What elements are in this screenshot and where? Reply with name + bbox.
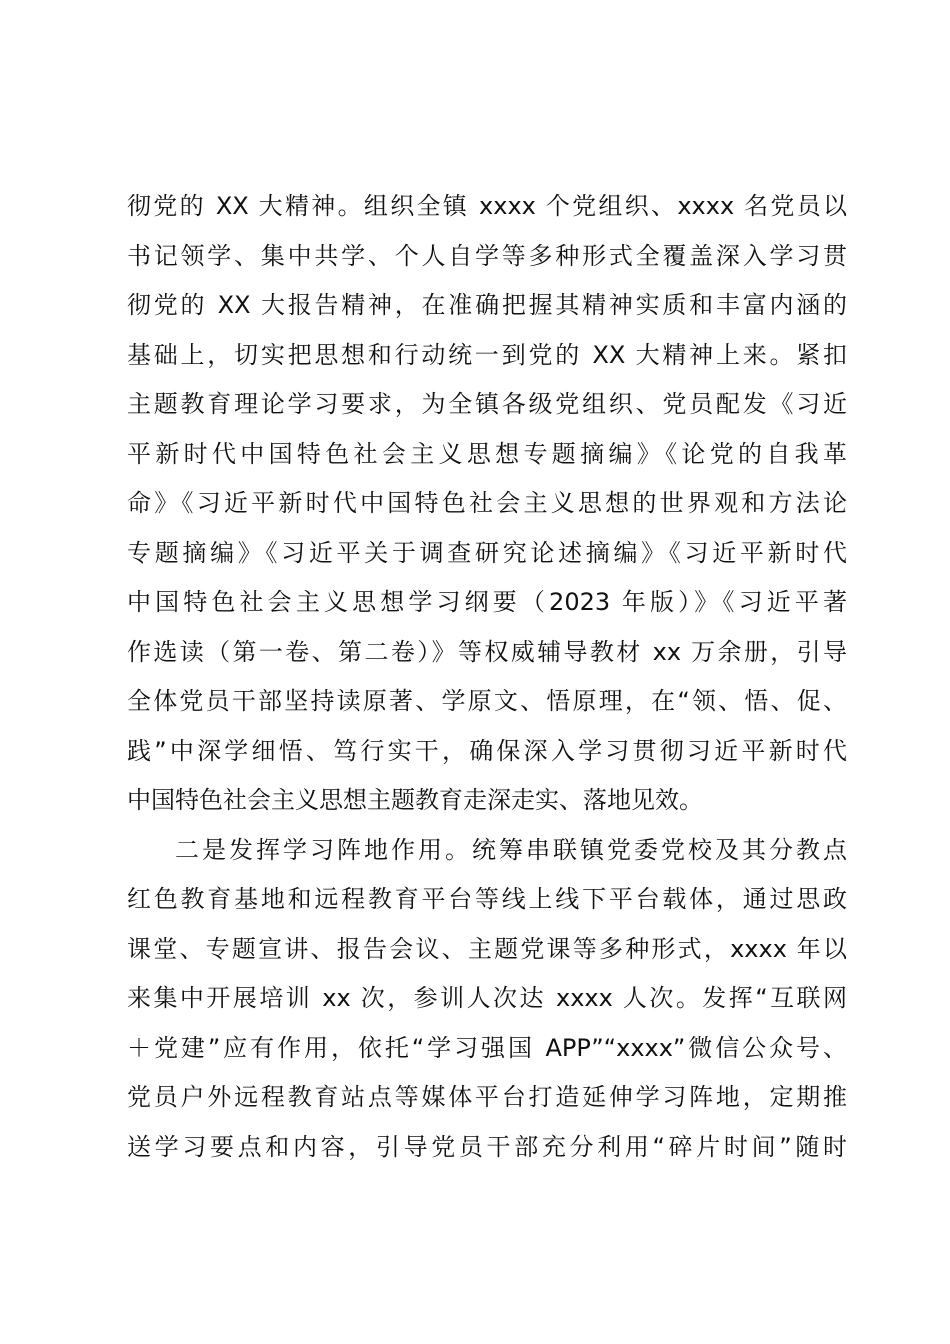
text-line: 全体党员干部坚持读原著、学原文、悟原理，在“领、悟、促、 [127, 687, 847, 715]
text-line: 红色教育基地和远程教育平台等线上线下平台载体，通过思政 [127, 885, 847, 913]
text-line: ＋党建”应有作用，依托“学习强国 APP”“xxxx”微信公众号、 [127, 1033, 847, 1062]
body-text [127, 182, 847, 1172]
paragraph-first-line: 二是发挥学习阵地作用。统筹串联镇党委党校及其分教点 [175, 835, 847, 864]
text-line: 主题教育理论学习要求，为全镇各级党组织、党员配发《习近 [127, 390, 847, 418]
text-line: 彻党的 XX 大报告精神，在准确把握其精神实质和丰富内涵的 [127, 291, 847, 319]
text-line: 践”中深学细悟、笃行实干，确保深入学习贯彻习近平新时代 [127, 736, 847, 765]
text-line: 命》《习近平新时代中国特色社会主义思想的世界观和方法论 [127, 489, 847, 517]
text-line: 送学习要点和内容，引导党员干部充分利用“碎片时间”随时 [127, 1132, 847, 1161]
text-line: 课堂、专题宣讲、报告会议、主题党课等多种形式，xxxx 年以 [127, 934, 847, 963]
text-line: 作选读（第一卷、第二卷）》等权威辅导教材 xx 万余册，引导 [127, 637, 847, 666]
text-line: 书记领学、集中共学、个人自学等多种形式全覆盖深入学习贯 [127, 241, 847, 270]
text-line: 专题摘编》《习近平关于调查研究论述摘编》《习近平新时代 [127, 538, 847, 567]
text-line: 中国特色社会主义思想学习纲要（2023 年版）》《习近平著 [127, 588, 847, 616]
text-line: 来集中开展培训 xx 次，参训人次达 xxxx 人次。发挥“互联网 [127, 984, 847, 1012]
text-line: 党员户外远程教育站点等媒体平台打造延伸学习阵地，定期推 [127, 1083, 847, 1111]
text-line: 彻党的 XX 大精神。组织全镇 xxxx 个党组织、xxxx 名党员以 [127, 192, 847, 220]
text-line: 中国特色社会主义思想主题教育走深走实、落地见效。 [127, 786, 703, 814]
text-line: 平新时代中国特色社会主义思想专题摘编》《论党的自我革 [127, 439, 847, 468]
text-line: 基础上，切实把思想和行动统一到党的 XX 大精神上来。紧扣 [127, 340, 847, 369]
